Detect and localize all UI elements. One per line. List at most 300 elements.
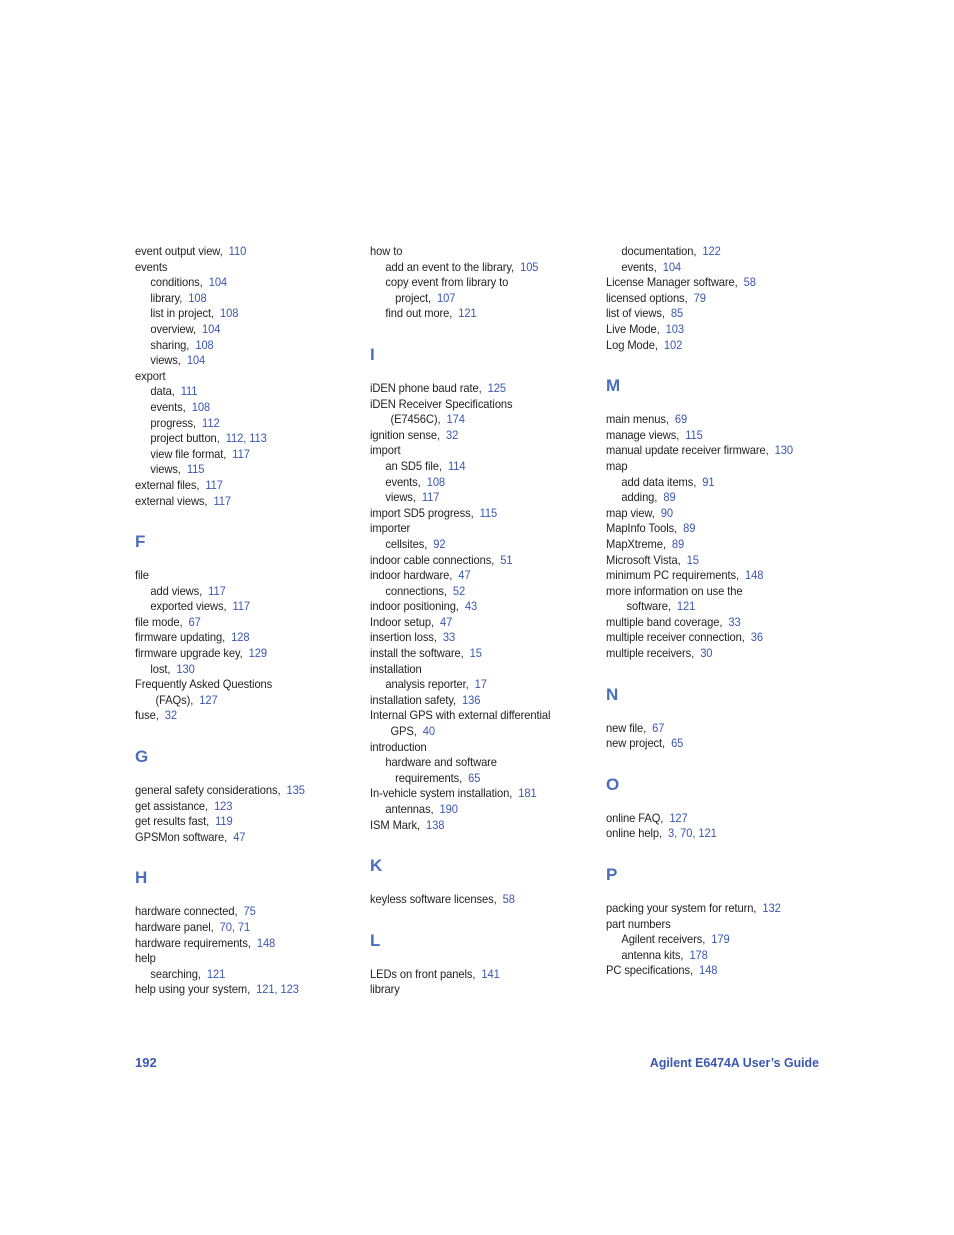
page-reference-link[interactable]: 117: [213, 493, 231, 508]
page-reference-link[interactable]: 148: [256, 935, 276, 950]
index-entry: [370, 244, 586, 260]
index-entry: [606, 615, 822, 631]
index-term: fuse,: [135, 708, 159, 723]
index-entry: [135, 615, 351, 631]
index-term: (FAQs),: [155, 692, 194, 707]
index-section-letter: P: [606, 865, 618, 885]
page-reference-link[interactable]: 33: [728, 614, 741, 629]
index-entry: [606, 646, 822, 662]
page-reference-link[interactable]: 30: [700, 646, 713, 661]
index-entry: [370, 818, 586, 834]
page-reference-link[interactable]: 112: [225, 431, 244, 446]
page-reference-link[interactable]: 70: [680, 826, 693, 841]
index-term: hardware requirements,: [135, 935, 251, 950]
index-term: view file format,: [150, 446, 227, 461]
index-term: indoor hardware,: [370, 568, 453, 583]
page-reference-link[interactable]: 121: [256, 982, 275, 997]
page-reference-link[interactable]: 108: [220, 306, 239, 321]
index-entry: [135, 244, 351, 260]
index-term: ignition sense,: [370, 427, 440, 442]
page-reference-link[interactable]: 58: [502, 892, 515, 907]
page-reference-link[interactable]: 138: [426, 817, 445, 832]
index-term: add views,: [150, 583, 203, 598]
index-term: GPS,: [390, 724, 417, 739]
index-term: connections,: [385, 583, 447, 598]
index-term: external views,: [135, 493, 208, 508]
index-term: part numbers: [606, 916, 671, 931]
index-term: import SD5 progress,: [370, 505, 474, 520]
index-term: iDEN phone baud rate,: [370, 380, 482, 395]
index-entry: [135, 494, 351, 510]
index-term: add data items,: [621, 474, 697, 489]
page-reference-link[interactable]: 130: [774, 443, 794, 458]
index-subentry: [370, 802, 586, 818]
index-term: installation safety,: [370, 692, 457, 707]
index-term: project button,: [150, 431, 220, 446]
index-term: adding,: [621, 490, 658, 505]
index-entry: [135, 646, 351, 662]
page-reference-link[interactable]: 104: [662, 259, 682, 274]
index-entry: [606, 322, 822, 338]
index-term: MapInfo Tools,: [606, 521, 678, 536]
index-term: list of views,: [606, 306, 665, 321]
index-subentry: [135, 322, 351, 338]
index-subentry: [370, 475, 586, 491]
page-reference-link[interactable]: 148: [744, 568, 764, 583]
index-entry: [135, 814, 351, 830]
index-term: new file,: [606, 720, 647, 735]
index-term: cellsites,: [385, 536, 428, 551]
page-reference-link[interactable]: 15: [686, 552, 699, 567]
index-term: Frequently Asked Questions: [135, 677, 273, 692]
index-term: Live Mode,: [606, 321, 660, 336]
index-term: antenna kits,: [621, 947, 684, 962]
page-reference-link[interactable]: 112: [202, 415, 220, 430]
index-term: help using your system,: [135, 982, 251, 997]
index-term: indoor cable connections,: [370, 552, 495, 567]
index-entry: [606, 553, 822, 569]
page-reference-link[interactable]: 130: [176, 661, 195, 676]
page-reference-link[interactable]: 108: [191, 399, 211, 414]
index-section-letter: O: [606, 774, 620, 794]
index-entry: [606, 275, 822, 291]
index-term: events,: [621, 259, 657, 274]
index-entry: [606, 521, 822, 537]
index-subentry: [135, 693, 351, 709]
page-reference-link[interactable]: 148: [699, 963, 718, 978]
index-term: event output view,: [135, 244, 223, 258]
page-reference-link[interactable]: 52: [452, 583, 466, 598]
index-entry: [370, 740, 586, 756]
index-subentry: [606, 932, 822, 948]
index-entry: online help, 3, 70, 121: [606, 826, 717, 841]
index-entry: [606, 506, 822, 522]
page-reference-link[interactable]: 117: [208, 583, 226, 598]
index-entry: [606, 721, 822, 737]
page-reference-link[interactable]: 89: [683, 521, 696, 536]
index-subentry: [135, 353, 351, 369]
index-entry: [370, 506, 586, 522]
index-entry: [370, 381, 586, 397]
index-section-letter: H: [135, 868, 148, 888]
page-reference-link[interactable]: 65: [671, 736, 684, 751]
page-reference-link[interactable]: 128: [231, 630, 250, 645]
index-term: manage views,: [606, 427, 680, 442]
index-section-letter: F: [135, 532, 146, 552]
index-entry: [606, 568, 822, 584]
page-reference-link[interactable]: 36: [750, 630, 763, 645]
index-column-2: [370, 244, 602, 998]
index-term: importer: [370, 521, 411, 536]
page-reference-link[interactable]: 32: [445, 427, 459, 442]
index-subentry: [370, 584, 586, 600]
index-term: add an event to the library,: [385, 259, 515, 274]
index-term: general safety considerations,: [135, 783, 281, 798]
page-reference-link[interactable]: 129: [248, 646, 268, 661]
index-subentry: [370, 755, 586, 771]
index-entry: [135, 677, 351, 693]
page-reference-link[interactable]: 102: [663, 337, 683, 352]
index-entry: [370, 646, 586, 662]
page-reference-link[interactable]: 108: [188, 290, 207, 305]
index-term: firmware upgrade key,: [135, 646, 243, 661]
index-term: multiple receiver connection,: [606, 630, 745, 645]
page-reference-link[interactable]: 115: [685, 427, 703, 442]
page-reference-link[interactable]: 111: [180, 384, 198, 399]
index-entry: [370, 708, 586, 724]
index-section-letter: N: [606, 684, 619, 704]
page-reference-link[interactable]: 51: [500, 552, 513, 567]
page-reference-link[interactable]: 89: [671, 536, 685, 551]
index-subentry: [135, 447, 351, 463]
page-reference-link[interactable]: 115: [186, 462, 205, 477]
page-reference-link[interactable]: 47: [458, 568, 471, 583]
index-entry: [135, 630, 351, 646]
index-entry: [370, 428, 586, 444]
page-reference-link[interactable]: 40: [422, 724, 436, 739]
index-subentry: [370, 724, 586, 740]
index-subentry: [606, 948, 822, 964]
index-entry: [135, 478, 351, 494]
page-reference-link[interactable]: 91: [702, 474, 715, 489]
page-reference-link[interactable]: 33: [442, 630, 456, 645]
index-term: GPSMon software,: [135, 829, 228, 844]
index-entry: [370, 630, 586, 646]
index-term: licensed options,: [606, 290, 688, 305]
page-reference-link[interactable]: 90: [660, 505, 674, 520]
index-subentry: [370, 306, 586, 322]
index-subentry: [370, 537, 586, 553]
index-term: progress,: [150, 415, 197, 430]
index-term: more information on use the: [606, 583, 743, 598]
index-term: exported views,: [150, 599, 227, 614]
index-entry: [135, 568, 351, 584]
page-reference-link[interactable]: 113: [249, 431, 267, 446]
page-reference-link[interactable]: 3: [667, 826, 675, 841]
index-term: views,: [385, 490, 416, 505]
index-entry: [606, 917, 822, 933]
page-reference-link[interactable]: 103: [665, 321, 685, 336]
index-term: multiple receivers,: [606, 646, 695, 661]
page-reference-link[interactable]: 15: [469, 646, 482, 661]
index-term: get assistance,: [135, 798, 209, 813]
index-subentry: [135, 384, 351, 400]
index-subentry: [606, 490, 822, 506]
page-reference-link[interactable]: 104: [202, 321, 221, 336]
page-reference-link[interactable]: 105: [520, 259, 539, 274]
index-entry: [370, 568, 586, 584]
page-reference-link[interactable]: 178: [689, 947, 708, 962]
index-entry: hardware panel, 70, 71: [135, 920, 251, 934]
index-entry: [606, 291, 822, 307]
index-term: conditions,: [150, 275, 203, 290]
index-subentry: [135, 306, 351, 322]
index-subentry: [606, 599, 822, 615]
index-entry: [370, 967, 586, 983]
index-term: file: [135, 568, 149, 583]
index-term: online help,: [606, 826, 662, 841]
index-term: views,: [150, 353, 181, 368]
page-reference-link[interactable]: 135: [286, 783, 305, 798]
index-term: project,: [395, 290, 431, 305]
index-term: multiple band coverage,: [606, 614, 723, 629]
index-term: packing your system for return,: [606, 901, 757, 916]
index-entry: [370, 615, 586, 631]
index-entry: [370, 662, 586, 678]
index-entry: [606, 537, 822, 553]
page-reference-link[interactable]: 121: [698, 826, 717, 841]
index-term: MapXtreme,: [606, 536, 666, 551]
index-subentry: [135, 416, 351, 432]
index-section-letter: K: [370, 856, 383, 876]
index-term: import: [370, 443, 401, 458]
index-term: external files,: [135, 477, 200, 492]
index-subentry: [135, 338, 351, 354]
index-subentry: [135, 462, 351, 478]
index-entry: [370, 599, 586, 615]
index-term: overview,: [150, 321, 197, 336]
index-column-3: [606, 244, 838, 979]
index-term: new project,: [606, 736, 666, 751]
page-reference-link[interactable]: 127: [669, 810, 688, 825]
page-reference-link[interactable]: 141: [481, 966, 500, 981]
index-term: analysis reporter,: [385, 677, 469, 692]
page-reference-link[interactable]: 117: [232, 599, 251, 614]
index-term: get results fast,: [135, 814, 210, 829]
index-term: LEDs on front panels,: [370, 966, 476, 981]
index-term: License Manager software,: [606, 275, 738, 290]
page-reference-link[interactable]: 123: [214, 798, 233, 813]
index-subentry: [370, 677, 586, 693]
index-subentry: [370, 412, 586, 428]
index-entry: [135, 951, 351, 967]
index-subentry: [135, 584, 351, 600]
index-entry: [606, 736, 822, 752]
index-term: main menus,: [606, 412, 669, 427]
index-subentry: [135, 662, 351, 678]
page-reference-link[interactable]: 108: [426, 474, 446, 489]
index-term: documentation,: [621, 244, 697, 258]
index-term: copy event from library to: [385, 275, 509, 290]
page-number: 192: [135, 1055, 157, 1070]
page-reference-link[interactable]: 121: [676, 599, 696, 614]
index-entry: [606, 584, 822, 600]
index-term: In-vehicle system installation,: [370, 786, 513, 801]
page-reference-link[interactable]: 17: [474, 677, 487, 692]
index-term: map: [606, 458, 628, 473]
index-term: keyless software licenses,: [370, 892, 497, 907]
index-subentry: [135, 291, 351, 307]
index-entry: [370, 786, 586, 802]
index-entry: [370, 443, 586, 459]
index-term: antennas,: [385, 802, 434, 816]
page-reference-link[interactable]: 58: [743, 275, 756, 290]
page-reference-link[interactable]: 107: [436, 290, 456, 305]
index-entry: [370, 553, 586, 569]
index-term: requirements,: [395, 770, 463, 785]
index-term: export: [135, 368, 166, 383]
index-subentry: [370, 490, 586, 506]
index-term: firmware updating,: [135, 630, 226, 645]
index-entry: [606, 428, 822, 444]
page-reference-link[interactable]: 108: [195, 337, 214, 352]
index-section-letter: L: [370, 930, 381, 950]
index-term: library,: [150, 290, 183, 305]
index-entry: [606, 630, 822, 646]
guide-title: Agilent E6474A User’s Guide: [649, 1055, 819, 1070]
page-reference-link[interactable]: 47: [439, 614, 453, 629]
page-reference-link[interactable]: 117: [205, 477, 223, 492]
index-entry: [606, 443, 822, 459]
page-reference-link[interactable]: 71: [237, 920, 251, 934]
index-term: views,: [150, 462, 181, 477]
index-term: PC specifications,: [606, 963, 694, 978]
page-reference-link[interactable]: 92: [433, 536, 446, 551]
page-reference-link[interactable]: 70: [219, 920, 232, 934]
page-reference-link[interactable]: 122: [702, 244, 721, 258]
page-reference-link[interactable]: 174: [446, 412, 465, 427]
index-entry: [370, 397, 586, 413]
index-term: lost,: [150, 661, 171, 676]
page-reference-link[interactable]: 65: [468, 770, 481, 785]
page-reference-link[interactable]: 117: [232, 446, 250, 461]
index-entry: [135, 904, 351, 920]
index-section-letter: I: [370, 344, 375, 364]
index-term: hardware connected,: [135, 904, 238, 919]
page-reference-link[interactable]: 79: [693, 290, 706, 305]
page-reference-link[interactable]: 119: [215, 814, 233, 829]
index-term: hardware and software: [385, 755, 497, 770]
page-reference-link[interactable]: 132: [762, 901, 781, 916]
index-term: library: [370, 982, 400, 997]
index-term: an SD5 file,: [385, 458, 442, 473]
page-reference-link[interactable]: 121: [206, 966, 226, 981]
index-entry: [606, 811, 822, 827]
index-term: how to: [370, 244, 403, 258]
index-term: (E7456C),: [390, 412, 441, 427]
index-term: Indoor setup,: [370, 614, 434, 629]
page-reference-link[interactable]: 67: [188, 614, 201, 629]
index-term: ISM Mark,: [370, 817, 421, 832]
index-entry: [606, 459, 822, 475]
page-reference-link[interactable]: 117: [421, 490, 440, 505]
index-column-1: [135, 244, 367, 998]
index-subentry: [370, 771, 586, 787]
index-subentry: [606, 475, 822, 491]
index-term: software,: [626, 599, 671, 614]
page-reference-link[interactable]: 104: [186, 353, 206, 368]
page-reference-link[interactable]: 179: [711, 932, 730, 947]
index-term: hardware panel,: [135, 920, 214, 934]
page-reference-link[interactable]: 125: [487, 380, 506, 395]
index-term: events,: [150, 399, 186, 414]
index-entry: [135, 369, 351, 385]
index-term: find out more,: [385, 306, 453, 321]
index-subentry: [606, 244, 822, 260]
index-term: Agilent receivers,: [621, 932, 706, 947]
page-reference-link[interactable]: 85: [670, 306, 684, 321]
page-reference-link[interactable]: 115: [479, 505, 498, 520]
index-term: iDEN Receiver Specifications: [370, 396, 513, 411]
index-entry: [370, 892, 586, 908]
index-term: online FAQ,: [606, 810, 664, 825]
page-reference-link[interactable]: 104: [208, 275, 228, 290]
index-term: insertion loss,: [370, 630, 437, 645]
index-entry: [370, 521, 586, 537]
index-entry: [135, 830, 351, 846]
index-subentry: [606, 260, 822, 276]
index-term: events: [135, 259, 168, 274]
index-entry: [606, 306, 822, 322]
index-entry: [606, 901, 822, 917]
index-term: Microsoft Vista,: [606, 552, 681, 567]
index-term: indoor positioning,: [370, 599, 459, 614]
page-reference-link[interactable]: 127: [199, 692, 218, 707]
index-section-letter: M: [606, 376, 621, 396]
index-subentry: [135, 967, 351, 983]
index-subentry: [135, 400, 351, 416]
page-reference-link[interactable]: 121: [458, 306, 477, 321]
index-term: searching,: [150, 966, 201, 981]
index-entry: [606, 338, 822, 354]
page-reference-link[interactable]: 43: [464, 599, 478, 614]
index-term: data,: [150, 384, 175, 399]
index-term: install the software,: [370, 646, 464, 661]
page-reference-link[interactable]: 190: [439, 802, 458, 816]
index-subentry: project button, 112, 113: [150, 431, 267, 446]
index-subentry: [370, 275, 586, 291]
page-reference-link[interactable]: 89: [663, 490, 676, 505]
index-entry: [606, 412, 822, 428]
page-reference-link[interactable]: 69: [674, 412, 688, 427]
page-reference-link[interactable]: 75: [243, 904, 256, 919]
page-reference-link[interactable]: 181: [518, 786, 537, 801]
index-entry: [135, 260, 351, 276]
index-term: events,: [385, 474, 421, 489]
page-reference-link[interactable]: 32: [164, 708, 177, 723]
index-term: list in project,: [150, 306, 214, 321]
index-section-letter: G: [135, 747, 149, 767]
page-reference-link[interactable]: 123: [280, 982, 299, 997]
index-subentry: [135, 275, 351, 291]
page-reference-link[interactable]: 47: [233, 829, 246, 844]
page-reference-link[interactable]: 110: [228, 244, 247, 258]
page-reference-link[interactable]: 136: [462, 692, 481, 707]
page-reference-link[interactable]: 67: [652, 720, 665, 735]
index-entry: [135, 936, 351, 952]
index-term: manual update receiver firmware,: [606, 443, 769, 458]
page-reference-link[interactable]: 114: [447, 458, 466, 473]
